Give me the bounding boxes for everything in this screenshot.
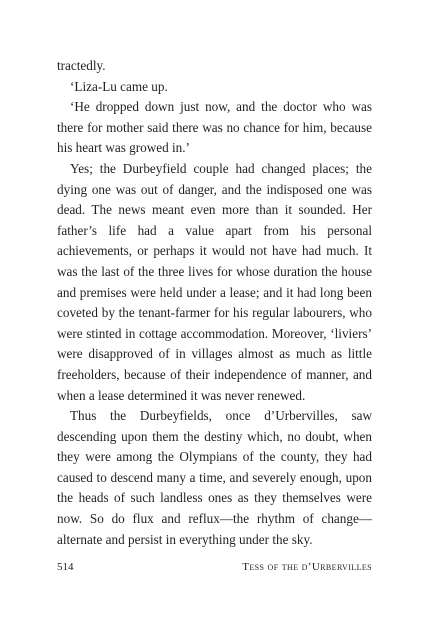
page-number: 514 <box>57 561 74 573</box>
paragraph: ‘Liza-Lu came up. <box>70 78 168 94</box>
paragraph: ‘He dropped down just now, and the doctor who was there for mother said there was no chance for him, because his heart was growed in.’ <box>57 99 372 156</box>
page-footer <box>57 560 372 574</box>
body-text <box>57 56 372 550</box>
paragraph: Yes; the Durbeyfield couple had changed places; the dying one was out of danger, and the indisposed one was dead. The news meant even more than it sounded. Her father’s life had a value apart from his personal achievements, or perhaps it would not have had much. It was the last of the three lives for whose duration the house and premises were held under a lease; and it had long been coveted by the tenant-farmer for his regular labourers, who were stinted in cottage accommodation. Moreover, ‘liviers’ were disapproved of in villages almost as much as little freeholders, because of their independence of manner, and when a lease determined it was never renewed. <box>57 160 372 403</box>
paragraph: Thus the Durbeyfields, once d’Urbervilles, saw descending upon them the destiny which, no doubt, when they were among the Olympians of the county, they had caused to descend many a time, and severely enough, upon the heads of such landless ones as they themselves were now. So do flux and reflux—the rhythm of change—alternate and persist in everything under the sky. <box>57 408 372 547</box>
running-title: Tess of the d’Urbervilles <box>242 561 372 573</box>
paragraph-continuation: tractedly. <box>57 58 106 73</box>
